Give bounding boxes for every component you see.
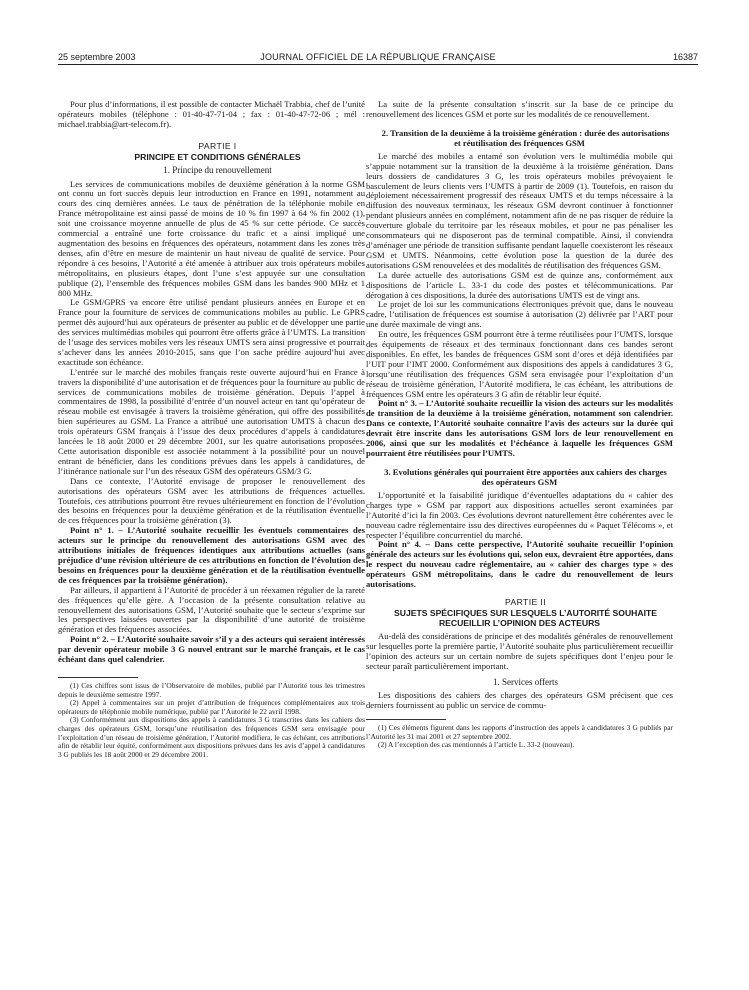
section-services-heading: 1. Services offerts <box>492 676 559 687</box>
point-1-lead: Point n° 1. – <box>70 525 128 536</box>
partie-2-heading: PARTIE II <box>504 596 546 607</box>
header-page-number: 16387 <box>672 52 698 62</box>
paragraph: Le projet de loi sur les communications électroniques prévoit que, dans le nouveau cadre, l’utilisation de fréquences est soumise à autorisation (2) délivrée par l’ART pour une durée maximale de vingt ans. <box>366 299 673 330</box>
point-2-lead: Point n° 2. – <box>70 634 118 645</box>
footnote-divider <box>366 719 446 720</box>
footnote: (3) Conformément aux dispositions des appels à candidatures 3 G transcrites dans les cahiers des charges des opérateurs GSM, lorsqu’une réutilisation des fréquences GSM sera envisagée pour l’exploitation d’un réseau de troisième génération, l’Autorité modifiera, le cas échéant, ces attributions afin de rétablir leur équité, conformément aux dispositions prévues dans les avis d’appel à candidatures 3 G publiés les 18 août 2000 et 29 décembre 2001. <box>58 715 365 759</box>
section-1-heading: 1. Principe du renouvellement <box>163 164 272 175</box>
left-column <box>58 100 365 978</box>
header-date: 25 septembre 2003 <box>58 52 136 62</box>
partie-2-subheading: SUJETS SPÉCIFIQUES SUR LESQUELS L’AUTORITÉ SOUHAITE RECUEILLIR L’OPINION DES ACTEURS <box>394 607 657 628</box>
paragraph: En outre, les fréquences GSM pourront être à terme réutilisées pour l’UMTS, lorsque des équipements de réseaux et des terminaux fonctionnant dans ces bandes seront disponibles. En effet, les bandes de fréquences GSM sont d’ores et déjà identifiées par l’UIT pour l’IMT 2000. Conformément aux dispositions des appels à candidatures 3 G, lorsqu’une réutilisation des fréquences GSM sera envisagée pour l’exploitation d’un réseau de troisième génération, l’Autorité modifiera, le cas échéant, les attributions de fréquences GSM entre les opérateurs 3 G afin de rétablir leur équité. <box>366 329 673 399</box>
paragraph: Dans ce contexte, l’Autorité envisage de proposer le renouvellement des autorisations des opérateurs GSM avec les attributions de fréquences actuelles. Toutefois, ces attributions pourront être revues ultérieurement en fonction de l’évolution des besoins en fréquences pour la deuxième génération et de la réutilisation éventuelle de ces fréquences pour la troisième génération (3). <box>58 475 365 526</box>
paragraph: La suite de la présente consultation s’inscrit sur la base de ce principe du renouvellement des licences GSM et porte sur les modalités de ce renouvellement. <box>366 100 673 119</box>
partie-1-heading: PARTIE I <box>198 140 237 151</box>
paragraph: Au-delà des considérations de principe et des modalités générales de renouvellement sur lesquelles porte la première partie, l’Autorité souhaite plus particulièrement recueillir l’opinion des acteurs sur un certain nombre de sujets spécifiques dont l’enjeu pour le secteur paraît particulièrement important. <box>366 630 673 671</box>
footnote: (2) A l’exception des cas mentionnés à l’article L. 33-2 (nouveau). <box>378 740 575 750</box>
paragraph: L’entrée sur le marché des mobiles français reste ouverte aujourd’hui en France à travers la disponibilité d’une autorisation et de fréquences pour la fourniture au public de services de communications mobiles de troisième génération. Depuis l’appel à commentaires de 1998, la possibilité d’entrée d’un nouvel acteur en tant qu’opérateur de réseau mobile est envisagée à travers la troisième génération, qui offre des possibilités bien supérieures au GSM. La France a attribué une autorisation UMTS à chacun des trois opérateurs GSM français à l’issue des deux procédures d’appels à candidatures lancées le 18 août 2000 et 29 décembre 2001, sur les quatre autorisations proposées. Cette autorisation disponible est associée notamment à la possibilité pour un nouvel entrant de bénéficier, dans les conditions prévues dans les appels à candidatures, de l’itinérance nationale sur l’un des réseaux GSM des opérateurs GSM/3 G. <box>58 366 365 476</box>
partie-1-subheading: PRINCIPE ET CONDITIONS GÉNÉRALES <box>134 151 301 162</box>
right-column <box>366 100 673 978</box>
point-1-text: L’Autorité souhaite recueillir les éventuels commentaires des acteurs sur le principe du renouvellement des autorisations GSM avec des attributions initiales de fréquences identiques aux attributions actuelles (sans préjudice d’une révision ultérieure de ces attributions en fonction de l’évolution des besoins en fréquences pour la deuxième génération et de la réutilisation éventuelle de ces fréquences par la troisième génération). <box>58 525 365 585</box>
point-2-text: L’Autorité souhaite savoir s’il y a des acteurs qui seraient intéressés par devenir opérateur mobile 3 G nouvel entrant sur le marché français, et le cas échéant dans quel calendrier. <box>58 634 365 665</box>
paragraph: Les services de communications mobiles de deuxième génération à la norme GSM ont connu un fort succès depuis leur introduction en France en 1991, notamment au cours des cinq dernières années. Le taux de pénétration de la téléphonie mobile en France métropolitaine est ainsi passé de moins de 10 % fin 1997 à 64 % fin 2002 (1), soit une croissance moyenne annuelle de plus de 45 % sur cette période. Ce succès commercial a entraîné une forte croissance du trafic et a ainsi impliqué une augmentation des besoins en fréquences des opérateurs, notamment dans les zones très denses, afin d’être en mesure de maintenir un haut niveau de qualité de service. Pour répondre à ces besoins, l’Autorité a été amenée à attribuer aux trois opérateurs mobiles métropolitains, en plusieurs étapes, dont l’une s’est appuyée sur une consultation publique (2), l’ensemble des fréquences mobiles GSM dans les bandes 900 MHz et 1 800 MHz. <box>58 178 365 298</box>
header-journal-title: JOURNAL OFFICIEL DE LA RÉPUBLIQUE FRANÇAISE <box>260 52 496 62</box>
footnote: (1) Ces chiffres sont issus de l’Observatoire de mobiles, publié par l’Autorité tous les trimestres depuis le deuxième semestre 1997. <box>58 680 365 699</box>
paragraph: Les dispositions des cahiers des charges des opérateurs GSM précisent que ces derniers fournissent au public un service de commu- <box>366 690 673 711</box>
point-4-text: Dans cette perspective, l’Autorité souhaite recueillir l’opinion générale des acteurs sur les évolutions qui, selon eux, devraient être apportées, dans le respect du nouveau cadre réglementaire, au « cahier des charges type » des opérateurs GSM métropolitains, dans le cadre du renouvellement de leurs autorisations. <box>366 539 673 590</box>
paragraph: Le marché des mobiles a entamé son évolution vers le multimédia mobile qui s’appuie notamment sur la transition de la deuxième à la troisième génération. Dans leurs dossiers de candidatures 3 G, les trois opérateurs mobiles prévoyaient le basculement de leurs clients vers l’UMTS à partir de 2009 (1). Toutefois, en raison du déploiement nécessairement progressif des réseaux UMTS et du temps nécessaire à la diffusion des nouveaux terminaux, les réseaux GSM devront continuer à fonctionner pendant plusieurs années en complément, notamment afin de ne pas risquer de réduire la couverture globale du territoire par les réseaux mobiles, et pour ne pas pénaliser les consommateurs qui ne disposeront pas de terminal compatible. Ainsi, il conviendra d’aménager une période de transition suffisante pendant laquelle coexisteront les réseaux GSM et UMTS. Néanmoins, cette évolution pose la question de la durée des autorisations GSM renouvelées et des modalités de réutilisation des fréquences GSM. <box>366 150 673 270</box>
point-4 <box>366 540 673 590</box>
point-4-lead: Point n° 4. – <box>378 539 435 550</box>
point-3 <box>366 399 673 458</box>
point-1 <box>58 526 365 585</box>
paragraph: Le GSM/GPRS va encore être utilisé pendant plusieurs années en Europe et en France pour la fourniture de services de communications mobiles au public. Le GPRS permet dès aujourd’hui aux opérateurs de présenter au public et de développer une partie des services multimédias mobiles qui pourront être offerts grâce à l’UMTS. La transition de l’usage des services mobiles vers les réseaux UMTS sera ainsi progressive et pourrait s’achever dans les années 2010-2015, sans que l’on sache prédire aujourd’hui avec exactitude son échéance. <box>58 297 365 367</box>
point-2 <box>58 635 365 665</box>
section-2-heading: 2. Transition de la deuxième à la troisième génération : durée des autorisations et réutilisation des fréquences GSM <box>381 127 670 148</box>
point-3-text: L’Autorité souhaite recueillir la vision des acteurs sur les modalités de transition de la deuxième à la troisième génération, notamment son calendrier. Dans ce contexte, l’Autorité souhaite connaître l’avis des acteurs sur la durée qui devrait être inscrite dans les autorisations GSM lors de leur renouvellement en 2006, ainsi que sur les modalités et l’échéance à laquelle les fréquences GSM pourraient être réutilisées pour l’UMTS. <box>366 398 673 458</box>
page-header <box>58 50 698 65</box>
paragraph: Par ailleurs, il appartient à l’Autorité de procéder à un réexamen régulier de la rareté des fréquences qu’elle gère. A l’occasion de la présente consultation relative au renouvellement des autorisations GSM, l’Autorité souhaite que le secteur s’exprime sur les perspectives laissées ouvertes par la disponibilité d’une autorité de troisième génération et des fréquences associées. <box>58 584 365 635</box>
footnote: (2) Appel à commentaires sur un projet d’attribution de fréquences complémentaires aux trois opérateurs de téléphonie mobile numérique, publié par l’Autorité le 22 avril 1998. <box>58 698 365 716</box>
footnote-divider <box>58 677 138 678</box>
footnote: (1) Ces éléments figurent dans les rapports d’instruction des appels à candidatures 3 G publiés par l’Autorité les 31 mai 2001 et 27 septembre 2002. <box>366 723 673 741</box>
paragraph: L’opportunité et la faisabilité juridique d’éventuelles adaptations du « cahier des charges type » GSM par rapport aux dispositions actuelles seront examinées par l’Autorité d’ici la fin 2003. Ces évolutions devront naturellement être cohérentes avec le nouveau cadre réglementaire issu des directives européennes du « Paquet Télécoms », et respecter l’équilibre concurrentiel du marché. <box>366 489 673 540</box>
section-3-heading: 3. Evolutions générales qui pourraient être apportées aux cahiers des charges des opérateurs GSM <box>384 466 667 487</box>
point-3-lead: Point n° 3. – <box>378 398 426 409</box>
paragraph: La durée actuelle des autorisations GSM est de quinze ans, conformément aux dispositions de l’article L. 33-1 du code des postes et télécommunications. Par dérogation à ces dispositions, la durée des autorisations UMTS est de vingt ans. <box>366 269 673 300</box>
contact-paragraph: Pour plus d’informations, il est possible de contacter Michaël Trabbia, chef de l’unité opérateurs mobiles (téléphone : 01-40-47-71-04 ; fax : 01-40-47-72-06 ; mél : michael.trabbia@art-telecom.fr). <box>58 100 365 129</box>
